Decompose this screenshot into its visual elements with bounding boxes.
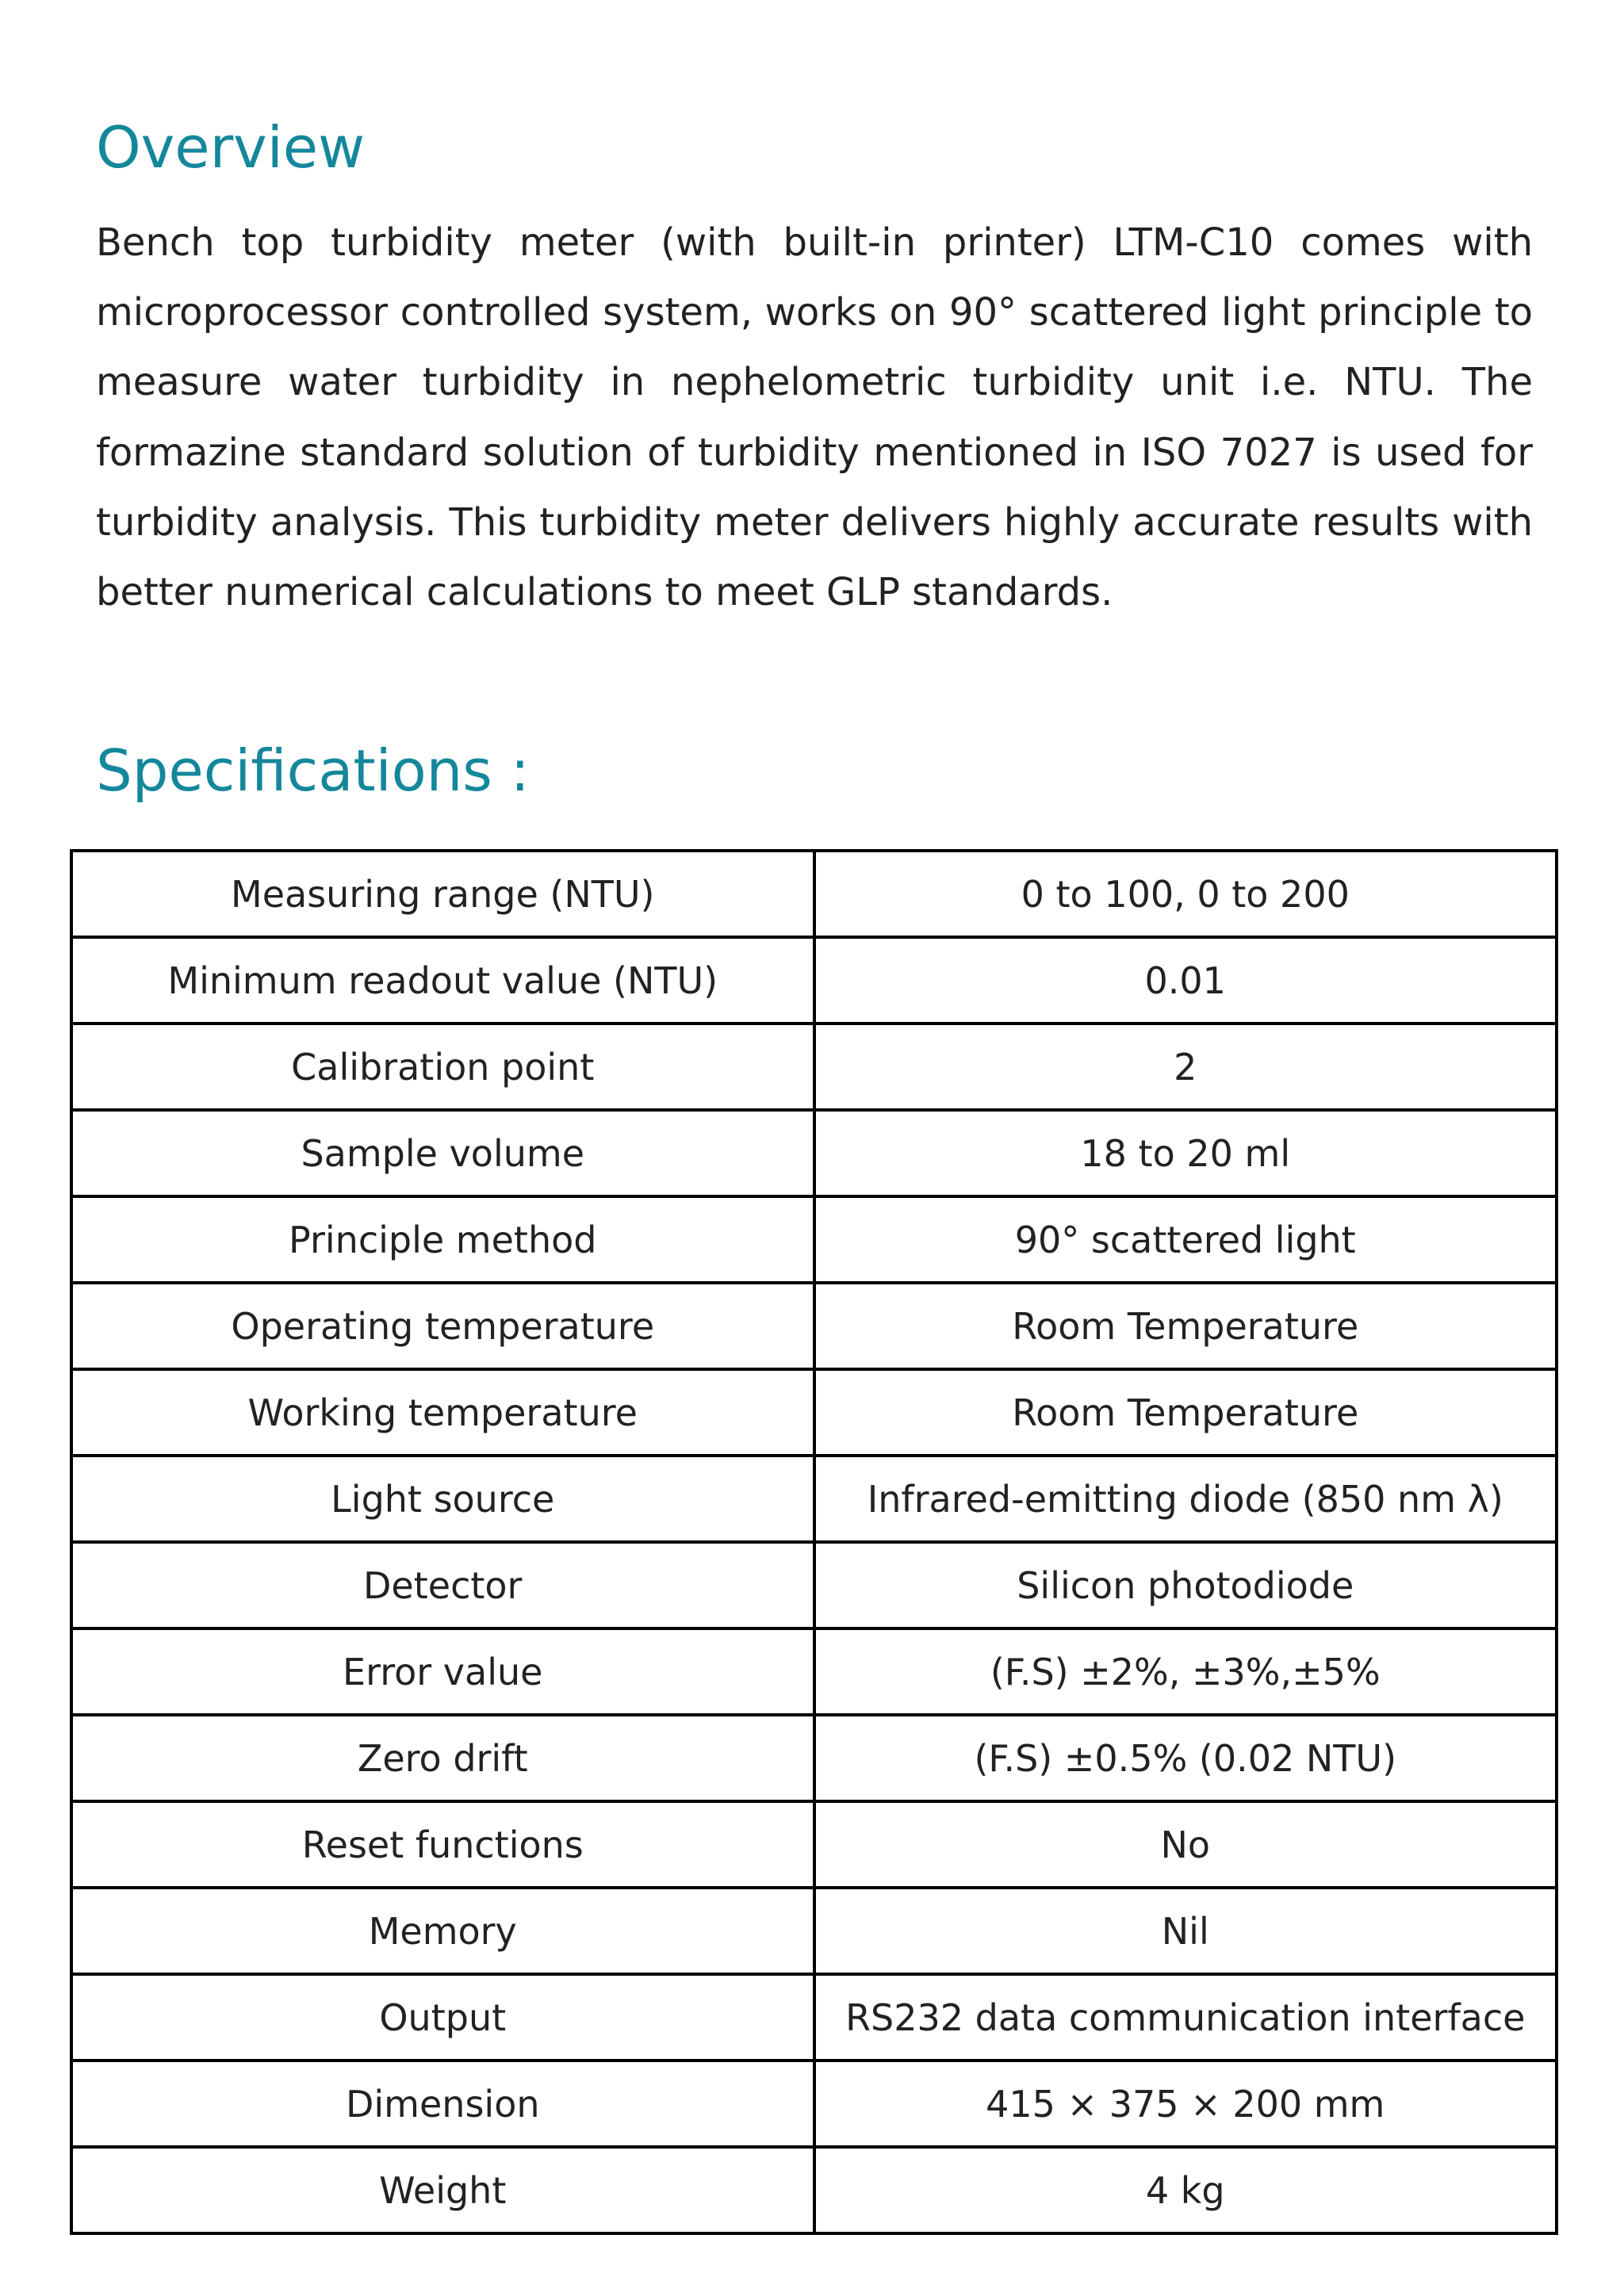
- spec-label: Dimension: [71, 2061, 814, 2147]
- spec-label: Calibration point: [71, 1024, 814, 1110]
- spec-value: (F.S) ±0.5% (0.02 NTU): [814, 1715, 1557, 1801]
- spec-value: Nil: [814, 1888, 1557, 1974]
- spec-value: 2: [814, 1024, 1557, 1110]
- spec-value: 415 × 375 × 200 mm: [814, 2061, 1557, 2147]
- spec-label: Detector: [71, 1542, 814, 1628]
- spec-label: Zero drift: [71, 1715, 814, 1801]
- overview-paragraph: Bench top turbidity meter (with built-in printer) LTM-C10 comes with microprocessor controlled system, works on 90° scattered light principle to measure water turbidity in nephelometric turbidity unit i.e. NTU. The formazine standard solution of turbidity mentioned in ISO 7027 is used for turbidity analysis. This turbidity meter delivers highly accurate results with better numerical calculations to meet GLP standards.: [96, 220, 1533, 615]
- spec-value: 18 to 20 ml: [814, 1110, 1557, 1196]
- spec-label: Light source: [71, 1456, 814, 1542]
- spec-value: RS232 data communication interface: [814, 1974, 1557, 2061]
- spec-value: Room Temperature: [814, 1283, 1557, 1369]
- spec-value: 4 kg: [814, 2147, 1557, 2233]
- table-row: [71, 1456, 1557, 1542]
- spec-label: Weight: [71, 2147, 814, 2233]
- spec-label: Measuring range (NTU): [71, 851, 814, 937]
- table-row: [71, 1888, 1557, 1974]
- table-row: [71, 1628, 1557, 1715]
- table-row: [71, 851, 1557, 937]
- spec-label: Minimum readout value (NTU): [71, 937, 814, 1024]
- table-row: [71, 2061, 1557, 2147]
- table-row: [71, 1283, 1557, 1369]
- specifications-heading: Specifications :: [96, 737, 530, 804]
- table-row: [71, 1542, 1557, 1628]
- table-row: [71, 937, 1557, 1024]
- spec-value: 0 to 100, 0 to 200: [814, 851, 1557, 937]
- spec-label: Sample volume: [71, 1110, 814, 1196]
- spec-value: Silicon photodiode: [814, 1542, 1557, 1628]
- table-row: [71, 1369, 1557, 1456]
- specifications-table: [70, 849, 1558, 2235]
- overview-heading: Overview: [96, 114, 365, 181]
- table-row: [71, 1715, 1557, 1801]
- spec-label: Principle method: [71, 1196, 814, 1283]
- table-row: [71, 1196, 1557, 1283]
- spec-label: Error value: [71, 1628, 814, 1715]
- table-row: [71, 1110, 1557, 1196]
- spec-value: Room Temperature: [814, 1369, 1557, 1456]
- spec-label: Operating temperature: [71, 1283, 814, 1369]
- spec-label: Working temperature: [71, 1369, 814, 1456]
- table-row: [71, 1974, 1557, 2061]
- table-row: [71, 2147, 1557, 2233]
- spec-value: (F.S) ±2%, ±3%,±5%: [814, 1628, 1557, 1715]
- table-row: [71, 1801, 1557, 1888]
- spec-value: No: [814, 1801, 1557, 1888]
- spec-value: Infrared-emitting diode (850 nm λ): [814, 1456, 1557, 1542]
- spec-value: 0.01: [814, 937, 1557, 1024]
- spec-value: 90° scattered light: [814, 1196, 1557, 1283]
- spec-label: Memory: [71, 1888, 814, 1974]
- table-row: [71, 1024, 1557, 1110]
- spec-label: Reset functions: [71, 1801, 814, 1888]
- spec-label: Output: [71, 1974, 814, 2061]
